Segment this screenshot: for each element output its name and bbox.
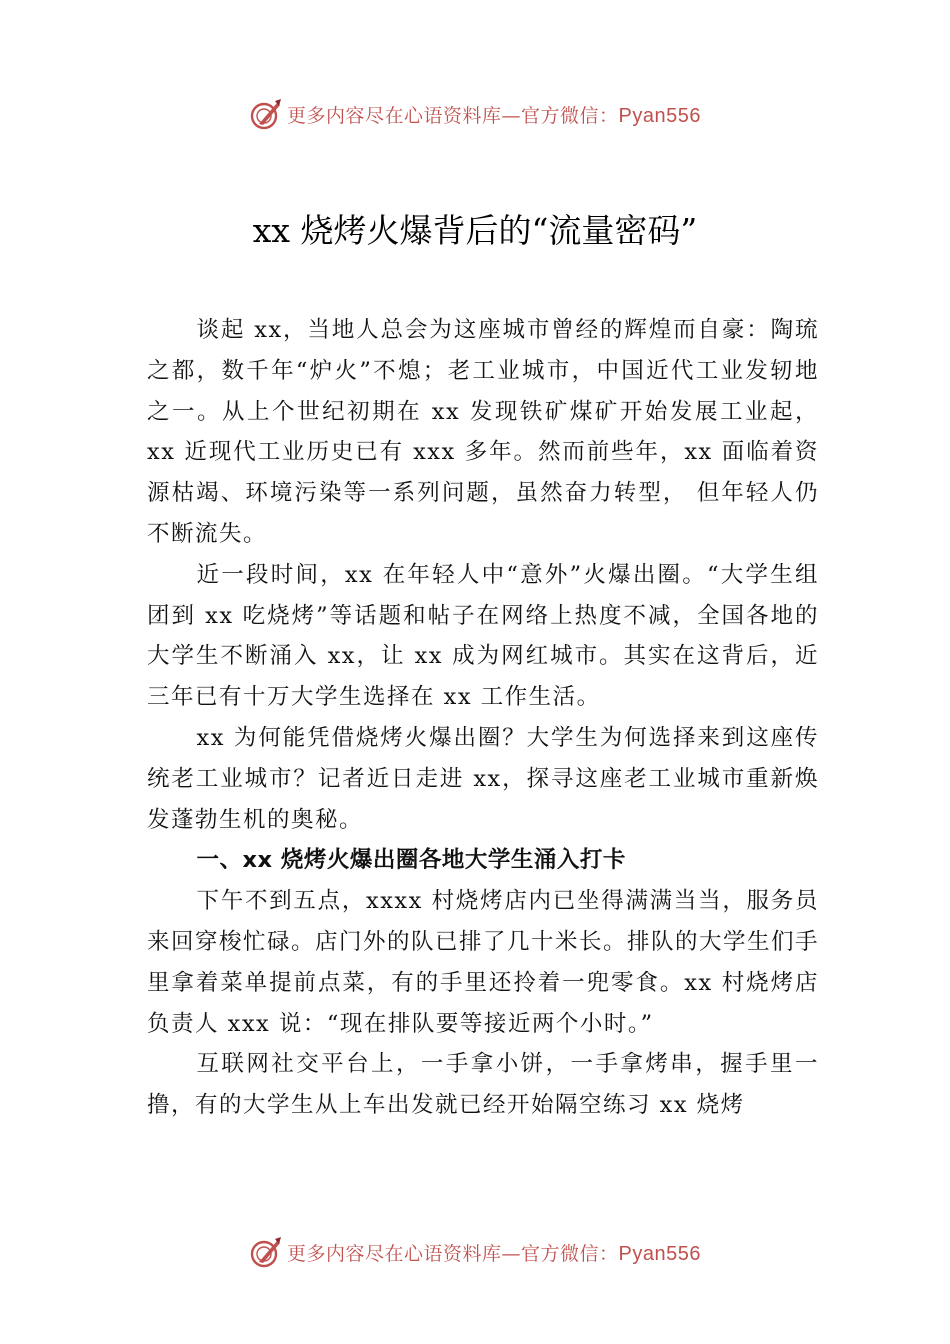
document-title: xx 烧烤火爆背后的“流量密码” xyxy=(252,211,698,250)
banner-separator: — xyxy=(501,1242,522,1265)
banner-slogan: 更多内容尽在心语资料库 xyxy=(287,1242,502,1265)
paragraph: xx 为何能凭借烧烤火爆出圈？大学生为何选择来到这座传统老工业城市？记者近日走进 xx，探寻这座老工业城市重新焕发蓬勃生机的奥秘。 xyxy=(147,724,819,833)
banner-contact-value: Pyan556 xyxy=(618,1242,701,1265)
banner-text xyxy=(287,101,701,128)
banner-text xyxy=(287,1239,701,1266)
banner-contact-value: Pyan556 xyxy=(618,104,701,127)
banner-separator: — xyxy=(501,104,522,127)
quill-pen-circle-icon xyxy=(249,97,283,131)
paragraph: 下午不到五点，xxxx 村烧烤店内已坐得满满当当，服务员来回穿梭忙碌。店门外的队已排了几十米长。排队的大学生们手里拿着菜单提前点菜，有的手里还拎着一兜零食。xx 村烧烤店负责人 xxx 说：“现在排队要等接近两个小时。” xyxy=(147,888,820,1037)
banner-contact-label: 官方微信： xyxy=(521,1242,619,1265)
quill-pen-circle-icon xyxy=(249,1235,283,1269)
paragraph: 谈起 xx，当地人总会为这座城市曾经的辉煌而自豪：陶琉之都，数千年“炉火”不熄；老工业城市，中国近代工业发轫地之一。从上个世纪初期在 xx 发现铁矿煤矿开始发展工业起，xx 近现代工业历史已有 xxx 多年。然而前些年，xx 面临着资源枯竭、环境污染等一系列问题，虽然奋力转型， 但年轻人仍不断流失。 xyxy=(147,317,819,547)
banner-contact-label: 官方微信： xyxy=(521,104,619,127)
footer-banner xyxy=(0,1232,950,1272)
document-body xyxy=(147,310,819,1126)
paragraph: 互联网社交平台上，一手拿小饼，一手拿烤串，握手里一撸，有的大学生从上车出发就已经开始隔空练习 xx 烧烤 xyxy=(147,1051,819,1119)
paragraph: 近一段时间，xx 在年轻人中“意外”火爆出圈。“大学生组团到 xx 吃烧烤”等话题和帖子在网络上热度不减，全国各地的大学生不断涌入 xx，让 xx 成为网红城市。其实在这背后，近三年已有十万大学生选择在 xx 工作生活。 xyxy=(147,561,819,711)
header-banner xyxy=(0,94,950,134)
banner-slogan: 更多内容尽在心语资料库 xyxy=(287,104,502,127)
section-heading: 一、xx 烧烤火爆出圈各地大学生涌入打卡 xyxy=(196,847,626,874)
